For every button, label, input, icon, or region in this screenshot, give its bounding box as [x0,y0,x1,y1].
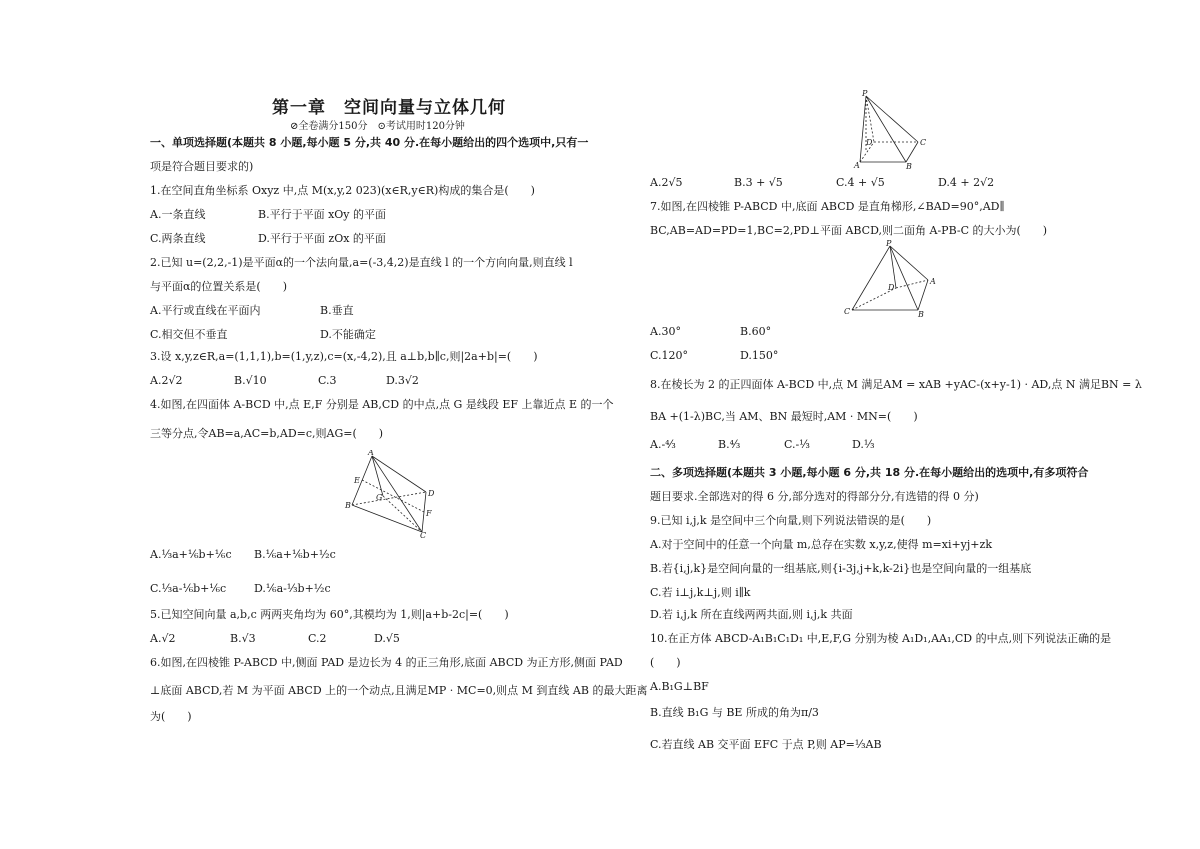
q9-option-a: A.对于空间中的任意一个向量 m,总存在实数 x,y,z,使得 m=xi+yj+zk [650,538,992,551]
q4-option-c: C.⅓a-⅙b+⅙c [150,582,227,595]
fig7-label-c: C [844,307,851,316]
fig4-label-f: F [426,509,432,518]
fig4-label-d: D [428,489,435,498]
q1-option-a: A.一条直线 [150,208,206,221]
q6-option-c: C.4 + √5 [836,176,885,189]
question-1: 1.在空间直角坐标系 Oxyz 中,点 M(x,y,2 023)(x∈R,y∈R)构成的集合是( ) [150,184,535,197]
question-2: 2.已知 u=(2,2,-1)是平面α的一个法向量,a=(-3,4,2)是直线 l 的一个方向向量,则直线 l [150,256,573,269]
exam-info: ⊘全卷满分150分 ⊙考试用时120分钟 [290,121,465,132]
question-3: 3.设 x,y,z∈R,a=(1,1,1),b=(1,y,z),c=(x,-4,2),且 a⊥b,b∥c,则|2a+b|=( ) [150,350,538,363]
question-10: 10.在正方体 ABCD-A₁B₁C₁D₁ 中,E,F,G 分别为棱 A₁D₁,AA₁,CD 的中点,则下列说法正确的是 [650,632,1112,645]
q2-option-b: B.垂直 [320,304,354,317]
q9-option-c: C.若 i⊥j,k⊥j,则 i∥k [650,586,751,599]
fig4-label-g: G [376,493,383,502]
q5-option-b: B.√3 [230,632,256,645]
q6-option-d: D.4 + 2√2 [938,176,995,189]
question-4: 4.如图,在四面体 A-BCD 中,点 E,F 分别是 AB,CD 的中点,点 G 是线段 EF 上靠近点 E 的一个 [150,398,614,411]
q3-option-b: B.√10 [234,374,267,387]
fig6-label-p: P [862,90,868,98]
section-multi-choice-heading-cont: 题目要求.全部选对的得 6 分,部分选对的得部分分,有选错的得 0 分) [650,490,979,503]
question-10-cont: ( ) [650,656,681,669]
question-6-cont: ⊥底面 ABCD,若 M 为平面 ABCD 上的一个动点,且满足MP · MC=0,则点 M 到直线 AB 的最大距离 [150,684,648,697]
q1-option-b: B.平行于平面 xOy 的平面 [258,208,387,221]
fig6-label-b: B [906,162,912,170]
fig6-label-a: A [854,161,860,170]
fig4-label-e: E [354,476,360,485]
section-single-choice-heading: 一、单项选择题(本题共 8 小题,每小题 5 分,共 40 分.在每小题给出的四个选项中,只有一 [150,136,589,149]
q9-option-d: D.若 i,j,k 所在直线两两共面,则 i,j,k 共面 [650,608,853,621]
q6-option-b: B.3 + √5 [734,176,783,189]
q7-option-c: C.120° [650,349,689,362]
q4-option-d: D.⅙a-⅓b+½c [254,582,331,595]
fig7-label-d: D [888,283,895,292]
q1-option-c: C.两条直线 [150,232,206,245]
fig4-label-a: A [368,450,374,457]
q1-option-d: D.平行于平面 zOx 的平面 [258,232,386,245]
q7-option-a: A.30° [650,325,681,338]
q5-option-a: A.√2 [150,632,176,645]
fig6-label-d: D [866,138,873,147]
q2-option-d: D.不能确定 [320,328,376,341]
question-8: 8.在棱长为 2 的正四面体 A-BCD 中,点 M 满足AM = xAB +yAC-(x+y-1) · AD,点 N 满足BN = λ [650,378,1142,391]
q8-option-d: D.⅓ [852,438,875,451]
q6-option-a: A.2√5 [650,176,683,189]
fig7-label-a: A [930,277,936,286]
question-5: 5.已知空间向量 a,b,c 两两夹角均为 60°,其模均为 1,则|a+b-2c|=( ) [150,608,509,621]
question-4-cont: 三等分点,令AB=a,AC=b,AD=c,则AG=( ) [150,427,384,440]
q10-option-a: A.B₁G⊥BF [650,680,709,693]
question-6: 6.如图,在四棱锥 P-ABCD 中,侧面 PAD 是边长为 4 的正三角形,底面 ABCD 为正方形,侧面 PAD [150,656,623,669]
q5-option-c: C.2 [308,632,327,645]
question-7-cont: BC,AB=AD=PD=1,BC=2,PD⊥平面 ABCD,则二面角 A-PB-C 的大小为( ) [650,224,1048,237]
fig7-label-b: B [918,310,924,318]
question-7: 7.如图,在四棱锥 P-ABCD 中,底面 ABCD 是直角梯形,∠BAD=90°,AD∥ [650,200,1005,213]
question-6-cont-2: 为( ) [150,710,192,723]
q10-option-c: C.若直线 AB 交平面 EFC 于点 P,则 AP=⅓AB [650,738,882,751]
q8-option-c: C.-⅓ [784,438,810,451]
question-8-cont: BA +(1-λ)BC,当 AM、BN 最短时,AM · MN=( ) [650,410,918,423]
q7-option-d: D.150° [740,349,779,362]
q10-option-b: B.直线 B₁G 与 BE 所成的角为π/3 [650,706,819,719]
q7-option-b: B.60° [740,325,772,338]
tetrahedron-figure [340,450,440,542]
q3-option-d: D.3√2 [386,374,419,387]
q3-option-a: A.2√2 [150,374,183,387]
question-9: 9.已知 i,j,k 是空间中三个向量,则下列说法错误的是( ) [650,514,932,527]
pyramid-figure-q7 [844,240,940,322]
page-title: 第一章 空间向量与立体几何 [272,98,506,118]
q5-option-d: D.√5 [374,632,400,645]
q4-option-b: B.⅙a+⅙b+½c [254,548,336,561]
q8-option-b: B.⁴⁄₃ [718,438,741,451]
q8-option-a: A.-⁴⁄₃ [650,438,676,451]
fig7-label-p: P [886,240,892,248]
q9-option-b: B.若{i,j,k}是空间向量的一组基底,则{i-3j,j+k,k-2i}也是空间向量的一组基底 [650,562,1032,575]
q2-option-a: A.平行或直线在平面内 [150,304,261,317]
pyramid-figure-q6 [850,90,930,174]
fig4-label-b: B [345,501,351,510]
question-2-cont: 与平面α的位置关系是( ) [150,280,288,293]
q3-option-c: C.3 [318,374,337,387]
fig4-label-c: C [420,531,427,538]
section-multi-choice-heading: 二、多项选择题(本题共 3 小题,每小题 6 分,共 18 分.在每小题给出的选项中,有多项符合 [650,466,1089,479]
q2-option-c: C.相交但不垂直 [150,328,228,341]
section-single-choice-heading-cont: 项是符合题目要求的) [150,160,254,173]
q4-option-a: A.⅓a+⅙b+⅙c [150,548,232,561]
fig6-label-c: C [920,138,927,147]
